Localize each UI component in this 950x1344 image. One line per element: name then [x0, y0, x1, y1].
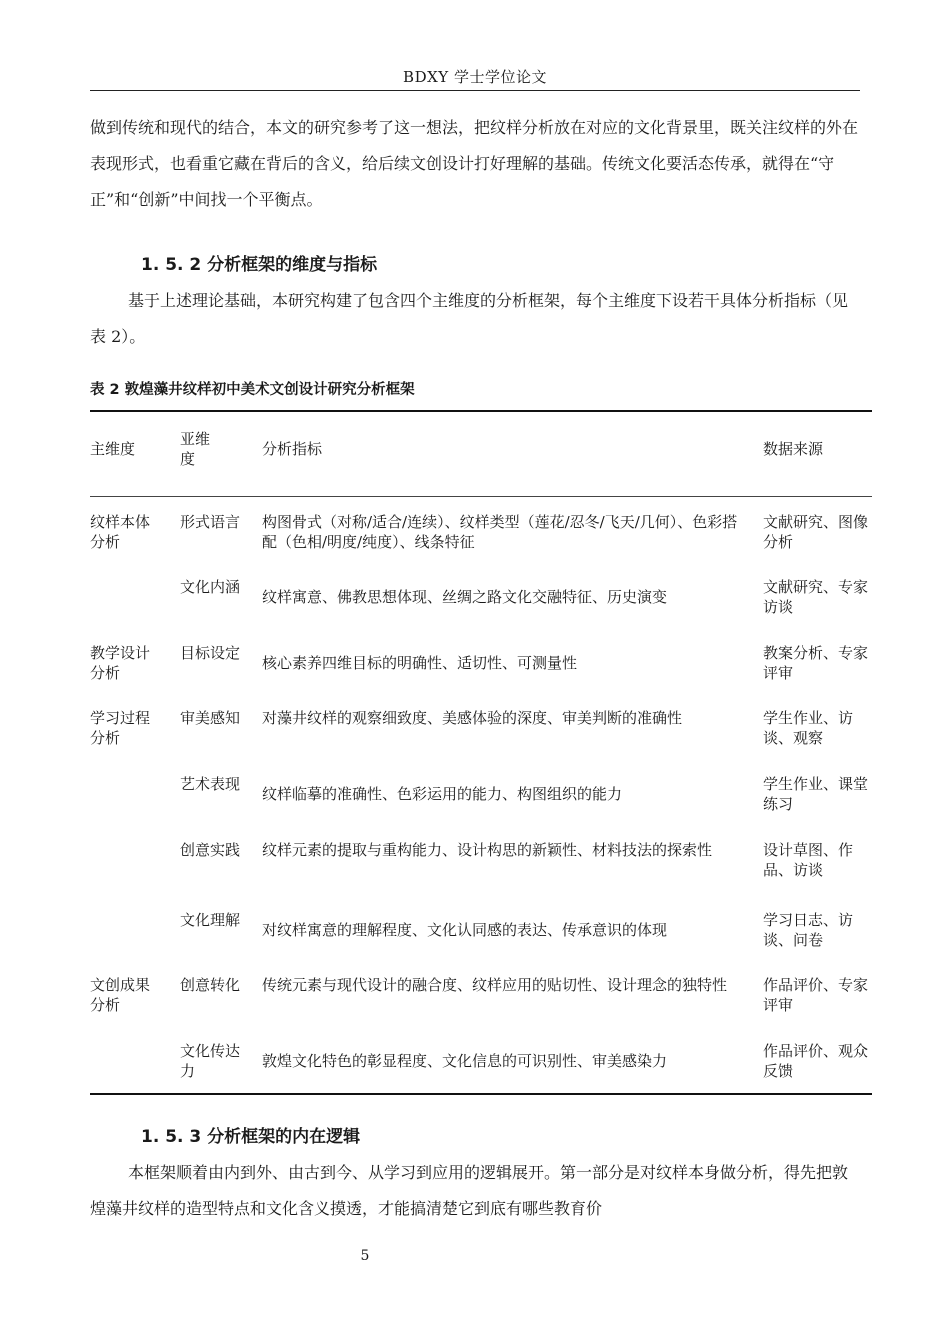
row-source: 文献研究、图像分析: [763, 513, 869, 551]
row-sub-dimension: 文化理解: [180, 911, 241, 929]
row-source: 文献研究、专家访谈: [763, 578, 869, 616]
intro-paragraph: 做到传统和现代的结合，本文的研究参考了这一想法，把纹样分析放在对应的文化背景里，既关注纹样的外在表现形式，也看重它藏在背后的含义，给后续文创设计打好理解的基础。传统文化要活态传承，就得在“守正”和“创新”中间找一个平衡点。: [90, 118, 859, 209]
row-main-dimension: 纹样本体分析: [90, 513, 151, 551]
table-top-rule: [90, 410, 872, 412]
section-heading-1-5-2: 1. 5. 2 分析框架的维度与指标: [141, 255, 378, 275]
row-indicator: 纹样寓意、佛教思想体现、丝绸之路文化交融特征、历史演变: [262, 588, 668, 606]
section-1-5-3-paragraph: 本框架顺着由内到外、由古到今、从学习到应用的逻辑展开。第一部分是对纹样本身做分析，得先把敦煌藻井纹样的造型特点和文化含义摸透，才能搞清楚它到底有哪些教育价: [90, 1163, 849, 1218]
table-bottom-rule: [90, 1093, 872, 1095]
row-sub-dimension: 形式语言: [180, 513, 241, 531]
row-sub-dimension: 文化传达力: [180, 1042, 241, 1080]
row-indicator: 核心素养四维目标的明确性、适切性、可测量性: [262, 654, 578, 672]
row-indicator: 纹样临摹的准确性、色彩运用的能力、构图组织的能力: [262, 785, 623, 803]
row-source: 作品评价、观众反馈: [763, 1042, 869, 1080]
row-source: 教案分析、专家评审: [763, 644, 869, 682]
row-source: 作品评价、专家评审: [763, 976, 869, 1014]
section-heading-1-5-3: 1. 5. 3 分析框架的内在逻辑: [141, 1127, 361, 1147]
running-header: BDXY 学士学位论文: [403, 68, 547, 86]
row-source: 学生作业、访谈、观察: [763, 709, 854, 747]
row-source: 设计草图、作品、访谈: [763, 841, 854, 879]
header-rule: [90, 90, 860, 91]
row-source: 学生作业、课堂练习: [763, 775, 869, 813]
section-1-5-2-paragraph: 基于上述理论基础，本研究构建了包含四个主维度的分析框架，每个主维度下设若干具体分析指标（见表 2）。: [90, 291, 849, 346]
row-indicator: 纹样元素的提取与重构能力、设计构思的新颖性、材料技法的探索性: [262, 841, 713, 859]
table-header-rule: [90, 496, 872, 497]
row-main-dimension: 文创成果分析: [90, 976, 151, 1014]
row-sub-dimension: 创意转化: [180, 976, 241, 994]
row-indicator: 对藻井纹样的观察细致度、美感体验的深度、审美判断的准确性: [262, 709, 683, 727]
header-main-dimension: 主维度: [90, 440, 136, 458]
row-sub-dimension: 文化内涵: [180, 578, 241, 596]
row-indicator: 构图骨式（对称/适合/连续）、纹样类型（莲花/忍冬/飞天/几何）、色彩搭配（色相/明度/纯度）、线条特征: [262, 513, 738, 551]
row-sub-dimension: 目标设定: [180, 644, 241, 662]
row-indicator: 传统元素与现代设计的融合度、纹样应用的贴切性、设计理念的独特性: [262, 976, 728, 994]
row-indicator: 对纹样寓意的理解程度、文化认同感的表达、传承意识的体现: [262, 921, 668, 939]
row-sub-dimension: 艺术表现: [180, 775, 241, 793]
header-sub-dimension: 亚维度: [180, 430, 211, 468]
row-sub-dimension: 创意实践: [180, 841, 241, 859]
page-number: 5: [360, 1248, 370, 1264]
table-caption: 表 2 敦煌藻井纹样初中美术文创设计研究分析框架: [90, 382, 415, 398]
row-indicator: 敦煌文化特色的彰显程度、文化信息的可识别性、审美感染力: [262, 1052, 668, 1070]
row-main-dimension: 教学设计分析: [90, 644, 151, 682]
row-main-dimension: 学习过程分析: [90, 709, 151, 747]
header-source: 数据来源: [763, 440, 824, 458]
row-sub-dimension: 审美感知: [180, 709, 241, 727]
header-indicator: 分析指标: [262, 440, 323, 458]
row-source: 学习日志、访谈、问卷: [763, 911, 854, 949]
